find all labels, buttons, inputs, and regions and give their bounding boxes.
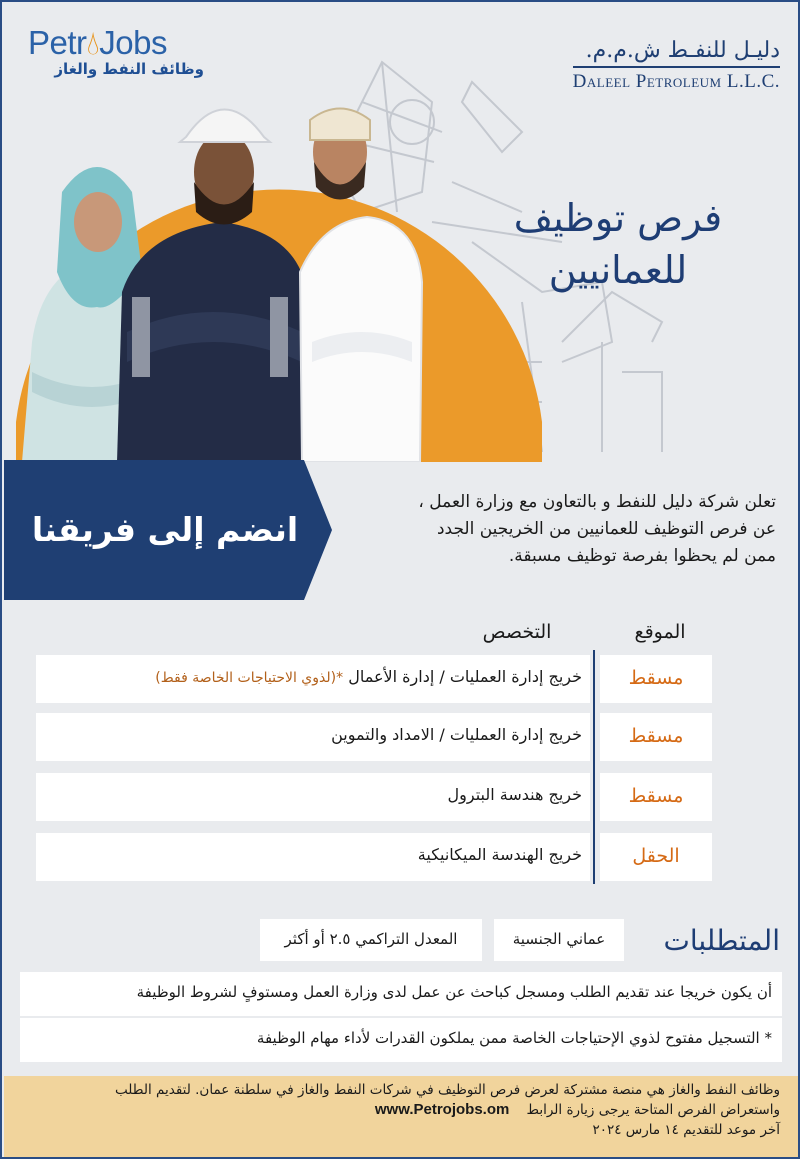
- person-omani-figure: [300, 109, 422, 463]
- gpa-requirement: المعدل التراكمي ٢.٥ أو أكثر: [260, 919, 482, 961]
- footer-line-1: وظائف النفط والغاز هي منصة مشتركة لعرض فرص التوظيف في شركات النفط والغاز في سلطنة عمان. لتقديم الطلب: [115, 1082, 780, 1098]
- petrojobs-wordmark: Petr💧︎Jobs: [28, 24, 167, 61]
- specialization-column-header: التخصص: [482, 621, 552, 643]
- intro-line-2: عن فرص التوظيف للعمانيين من الخريجين الجدد: [436, 519, 776, 539]
- footer: [4, 1076, 800, 1159]
- location-cell: مسقط: [600, 773, 712, 821]
- footer-line-2: واستعراض الفرص المتاحة يرجى زيارة الرابط www.Petrojobs.om: [374, 1101, 780, 1118]
- petrojobs-subtitle: وظائف النفط والغاز: [54, 60, 204, 78]
- table-row: [2, 773, 800, 823]
- table-row: [2, 713, 800, 763]
- daleel-logo-english: Daleel Petroleum L.L.C.: [573, 66, 780, 93]
- headline-line-2: للعمانيين: [548, 248, 688, 292]
- headline: [468, 192, 768, 296]
- graduate-requirement: أن يكون خريجا عند تقديم الطلب ومسجل كباحث عن عمل لدى وزارة العمل ومستوفٍ لشروط الوظيفة: [20, 972, 782, 1016]
- specialization-cell: خريج إدارة العمليات / إدارة الأعمال *(لذوي الاحتياجات الخاصة فقط): [36, 655, 590, 703]
- location-column-header: الموقع: [634, 621, 686, 643]
- specialization-cell: خريج هندسة البترول: [36, 773, 590, 821]
- intro-line-3: ممن لم يحظوا بفرصة توظيف مسبقة.: [508, 546, 776, 566]
- table-row: [2, 655, 800, 705]
- intro-line-1: تعلن شركة دليل للنفط و بالتعاون مع وزارة العمل ،: [418, 492, 776, 512]
- daleel-logo-arabic: دليـل للنفـط ش.م.م.: [585, 38, 780, 63]
- intro-paragraph: [340, 489, 776, 570]
- oil-drop-icon: 💧︎: [86, 24, 100, 61]
- location-cell: الحقل: [600, 833, 712, 881]
- special-needs-requirement: * التسجيل مفتوح لذوي الإحتياجات الخاصة ممن يملكون القدرات لأداء مهام الوظيفة: [20, 1018, 782, 1062]
- location-cell: مسقط: [600, 655, 712, 703]
- table-row: [2, 833, 800, 883]
- nationality-requirement: عماني الجنسية: [494, 919, 624, 961]
- join-our-team-banner: انضم إلى فريقنا: [31, 510, 299, 549]
- requirements-title: المتطلبات: [663, 924, 780, 957]
- petrojobs-link[interactable]: www.Petrojobs.om: [374, 1101, 510, 1118]
- specialization-cell: خريج الهندسة الميكانيكية: [36, 833, 590, 881]
- specialization-cell: خريج إدارة العمليات / الامداد والتموين: [36, 713, 590, 761]
- person-worker-figure: [117, 110, 307, 463]
- location-cell: مسقط: [600, 713, 712, 761]
- special-needs-note: *(لذوي الاحتياجات الخاصة فقط): [155, 670, 344, 686]
- deadline-text: آخر موعد للتقديم ١٤ مارس ٢٠٢٤: [592, 1122, 780, 1138]
- headline-line-1: فرص توظيف: [513, 196, 723, 240]
